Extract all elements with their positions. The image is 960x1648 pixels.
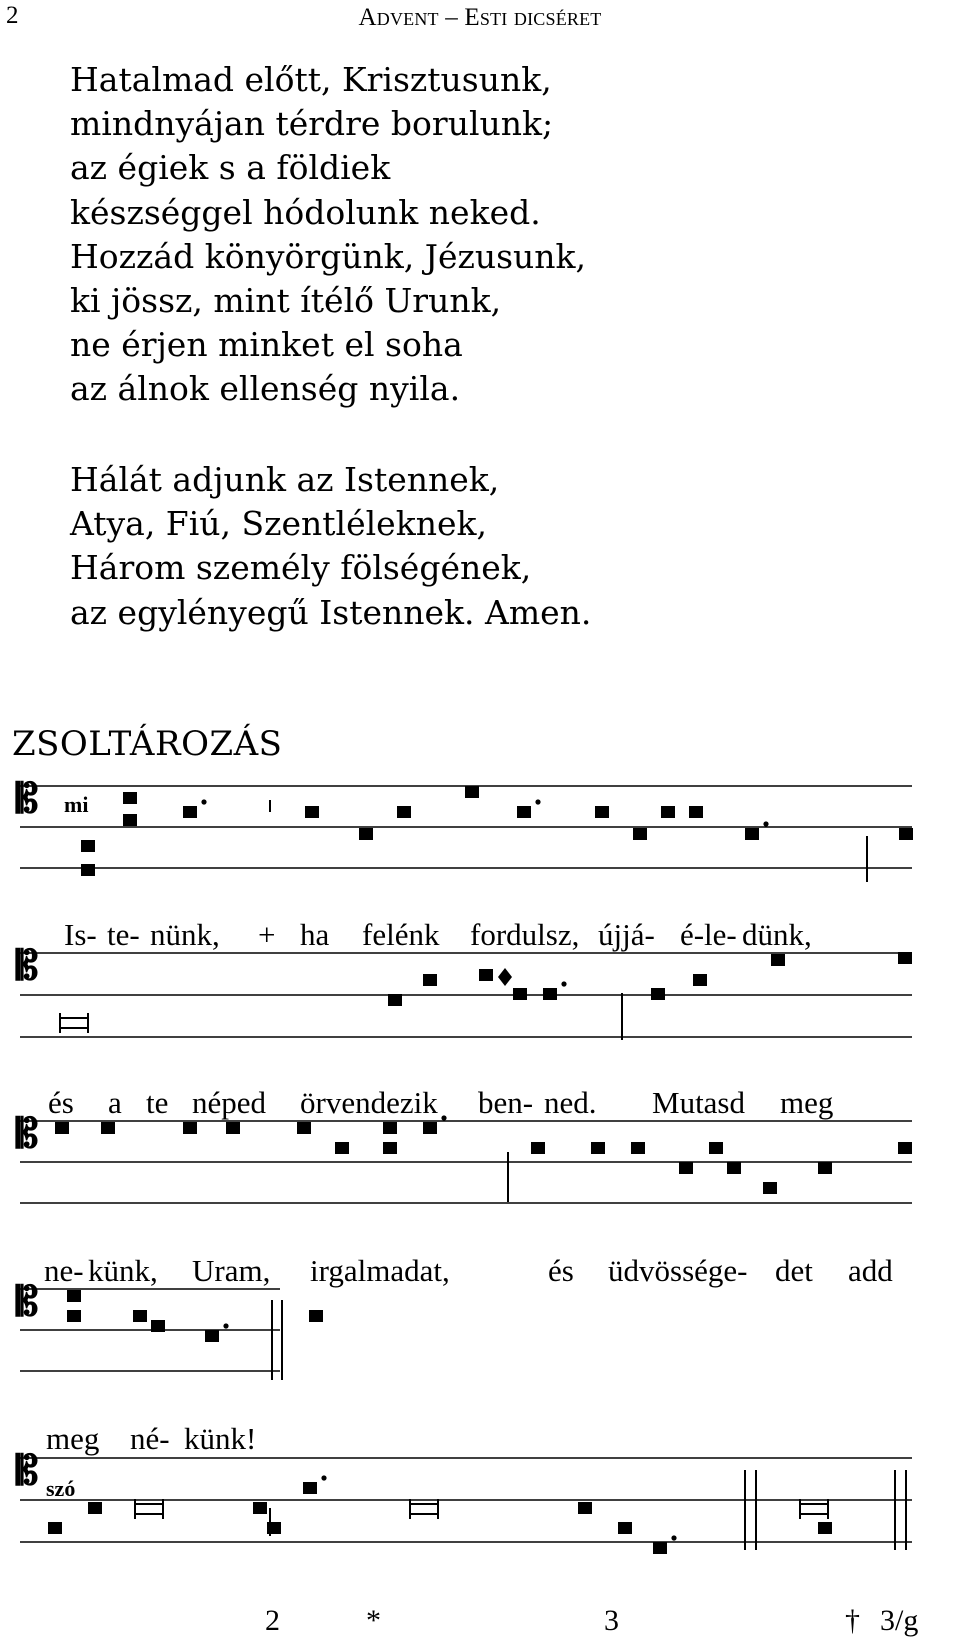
neume xyxy=(899,828,913,840)
neume xyxy=(479,969,493,981)
neume xyxy=(81,864,95,876)
hymn-line: ne érjen minket el soha xyxy=(70,325,463,365)
syllable: te- xyxy=(107,917,140,952)
neume-head xyxy=(81,864,95,876)
neume-head xyxy=(898,1142,912,1154)
neume xyxy=(727,1162,741,1174)
section-title: ZSOLTÁROZÁS xyxy=(12,724,283,764)
syllable: fordulsz, xyxy=(470,917,580,952)
neume xyxy=(123,814,137,826)
syllable: te xyxy=(146,1085,169,1120)
hymn-line: Hálát adjunk az Istennek, xyxy=(70,460,500,499)
neume-head xyxy=(693,974,707,986)
c-clef-icon: 𝄡 xyxy=(16,1110,39,1157)
neume-dot xyxy=(321,1475,326,1480)
neume-head xyxy=(578,1502,592,1514)
c-clef-icon: 𝄡 xyxy=(16,942,39,989)
neume-head xyxy=(899,828,913,840)
c-clef-icon: 𝄡 xyxy=(16,1278,39,1325)
neume xyxy=(388,994,402,1006)
neume-head xyxy=(679,1162,693,1174)
neume-head xyxy=(465,786,479,798)
syllable: a xyxy=(108,1085,122,1120)
neume-head xyxy=(689,806,703,818)
hymn-stanza-1 xyxy=(70,58,586,412)
neume-head xyxy=(388,994,402,1006)
neume-head xyxy=(633,828,647,840)
neume xyxy=(397,806,411,818)
tone-labels xyxy=(0,1604,960,1644)
neume xyxy=(531,1142,545,1154)
neume xyxy=(618,1522,632,1534)
neume-head xyxy=(305,806,319,818)
neume xyxy=(745,821,769,840)
neume-dot xyxy=(671,1535,676,1540)
tone-label: † xyxy=(845,1604,860,1637)
neume-dot xyxy=(201,799,206,804)
neume-head xyxy=(517,806,531,818)
neume-head xyxy=(618,1522,632,1534)
syllable: meg xyxy=(780,1085,834,1120)
intonation-label: mi xyxy=(64,792,89,817)
intonation-label: szó xyxy=(46,1476,76,1501)
chant-lyrics-line-4 xyxy=(0,1421,960,1461)
neume-head xyxy=(253,1502,267,1514)
neume-head xyxy=(359,828,373,840)
neume-head xyxy=(661,806,675,818)
neume-head xyxy=(513,988,527,1000)
neume xyxy=(661,806,675,818)
neume-head xyxy=(123,792,137,804)
syllable: künk! xyxy=(184,1421,257,1456)
neume xyxy=(383,1142,397,1154)
neume-head xyxy=(423,974,437,986)
hymn-line: Atya, Fiú, Szentléleknek, xyxy=(70,504,487,544)
neume-dot xyxy=(535,799,540,804)
chant-lyrics-line-2 xyxy=(0,1085,960,1125)
hymn-line: ki jössz, mint ítélő Urunk, xyxy=(70,281,502,321)
neume xyxy=(898,1142,912,1154)
syllable: néped xyxy=(192,1085,267,1120)
neume xyxy=(305,806,319,818)
chant-lyrics-line-1 xyxy=(0,917,960,957)
neume xyxy=(359,828,373,840)
neume-head xyxy=(183,806,197,818)
syllable: dünk, xyxy=(742,917,812,952)
neume-head xyxy=(309,1310,323,1322)
neume-dot xyxy=(223,1323,228,1328)
neume-head xyxy=(67,1310,81,1322)
tone-label: 3 xyxy=(604,1604,619,1637)
recitation-tone xyxy=(60,1013,88,1033)
neume xyxy=(81,840,95,852)
neume-head xyxy=(397,806,411,818)
neume xyxy=(465,786,479,798)
neume-head xyxy=(205,1330,219,1342)
neume-head xyxy=(133,1310,147,1322)
hymn-line: készséggel hódolunk neked. xyxy=(70,192,541,232)
neume-head xyxy=(479,969,493,981)
neume xyxy=(88,1502,102,1514)
neume-head xyxy=(818,1522,832,1534)
syllable: nünk, xyxy=(150,917,220,952)
neume xyxy=(543,981,567,1000)
hymn-line: Három személy fölségének, xyxy=(70,548,532,588)
hymn-line: mindnyájan térdre borulunk; xyxy=(70,104,554,144)
syllable: add xyxy=(848,1253,893,1288)
neume xyxy=(67,1310,81,1322)
syllable: újjá- xyxy=(598,917,655,952)
c-clef-icon: 𝄡 xyxy=(16,775,39,822)
c-clefs xyxy=(15,775,38,1494)
chant-lyrics-line-3 xyxy=(0,1253,960,1293)
neume-head xyxy=(48,1522,62,1534)
neume xyxy=(133,1310,147,1322)
neume xyxy=(309,1310,323,1322)
neume xyxy=(818,1522,832,1534)
page-number: 2 xyxy=(6,2,19,29)
neume xyxy=(267,1522,281,1534)
neume-head xyxy=(653,1542,667,1554)
hymn-line: Hatalmad előtt, Krisztusunk, xyxy=(70,60,552,99)
neume xyxy=(693,974,707,986)
c-clef-icon: 𝄡 xyxy=(16,1447,39,1494)
neume xyxy=(631,1142,645,1154)
syllable: örvendezik xyxy=(300,1085,438,1120)
neume xyxy=(151,1320,165,1332)
neume xyxy=(183,799,207,818)
recitation-tone xyxy=(410,1499,438,1519)
neume-head xyxy=(763,1182,777,1194)
syllable: ned. xyxy=(544,1085,597,1120)
neume xyxy=(591,1142,605,1154)
hymn-line: az egylényegű Istennek. Amen. xyxy=(70,592,592,632)
tone-label: 2 xyxy=(265,1604,280,1637)
syllable: le- xyxy=(704,917,737,952)
neume xyxy=(578,1502,592,1514)
neume-head xyxy=(531,1142,545,1154)
neume-head xyxy=(595,806,609,818)
neume-head xyxy=(709,1142,723,1154)
neume xyxy=(763,1182,777,1194)
neume-head xyxy=(591,1142,605,1154)
neume xyxy=(689,806,703,818)
syllable: Uram, xyxy=(192,1253,271,1288)
neume xyxy=(651,988,665,1000)
neume-head xyxy=(335,1142,349,1154)
neume xyxy=(633,828,647,840)
neume xyxy=(595,806,609,818)
neume xyxy=(679,1162,693,1174)
syllable: ha xyxy=(300,917,330,952)
recitation-tone xyxy=(800,1499,828,1519)
hymn-line: Hozzád könyörgünk, Jézusunk, xyxy=(70,236,587,276)
recitation-tone xyxy=(135,1499,163,1519)
syllable: é- xyxy=(680,917,705,952)
neume-head xyxy=(267,1522,281,1534)
neume-head xyxy=(651,988,665,1000)
hymn-line: az égiek s a földiek xyxy=(70,148,391,188)
neume-head xyxy=(383,1142,397,1154)
neume xyxy=(335,1142,349,1154)
syllable: üdvössége- xyxy=(608,1253,748,1288)
neume-head xyxy=(81,840,95,852)
syllable: és xyxy=(48,1085,74,1120)
syllable: ne- xyxy=(44,1253,84,1288)
neume-dot xyxy=(561,981,566,986)
syllable: Is- xyxy=(64,917,97,952)
hymn-stanza-2 xyxy=(70,458,591,635)
hymn-line: az álnok ellenség nyila. xyxy=(70,369,461,409)
neume-head xyxy=(727,1162,741,1174)
rhombus-neume xyxy=(498,968,512,986)
neume xyxy=(423,974,437,986)
neume xyxy=(48,1522,62,1534)
neume xyxy=(653,1535,677,1554)
tone-label: 3/g xyxy=(880,1604,919,1637)
syllable: és xyxy=(548,1253,574,1288)
chant-notation xyxy=(0,760,960,1648)
neume xyxy=(123,792,137,804)
neume-head xyxy=(745,828,759,840)
neume-head xyxy=(151,1320,165,1332)
syllable: künk, xyxy=(88,1253,158,1288)
neume xyxy=(513,988,527,1000)
syllable: det xyxy=(775,1253,813,1288)
neume-head xyxy=(818,1162,832,1174)
syllable: ben- xyxy=(478,1085,534,1120)
neume-head xyxy=(631,1142,645,1154)
neume xyxy=(303,1475,327,1494)
syllable: meg xyxy=(46,1421,100,1456)
neume-head xyxy=(123,814,137,826)
tone-label: * xyxy=(366,1604,381,1637)
syllable: né- xyxy=(130,1421,170,1456)
running-head: Advent – Esti dicséret xyxy=(358,4,602,31)
neume xyxy=(253,1502,267,1514)
neume-dot xyxy=(763,821,768,826)
neume xyxy=(709,1142,723,1154)
syllable: felénk xyxy=(362,917,440,952)
neume xyxy=(818,1162,832,1174)
neume xyxy=(205,1323,229,1342)
neume-head xyxy=(543,988,557,1000)
neume-head xyxy=(303,1482,317,1494)
syllable: + xyxy=(258,917,276,952)
neume-head xyxy=(88,1502,102,1514)
neume xyxy=(517,799,541,818)
syllable: irgalmadat, xyxy=(310,1253,450,1288)
syllable: Mutasd xyxy=(652,1085,745,1120)
